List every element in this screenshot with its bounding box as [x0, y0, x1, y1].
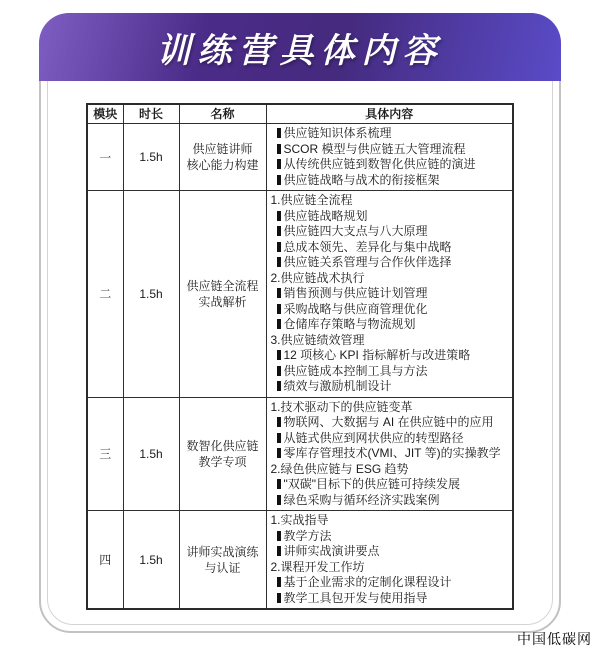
column-header: 具体内容 — [266, 104, 513, 124]
bullet-icon — [277, 546, 281, 556]
content-card — [39, 13, 561, 633]
table-body — [87, 124, 513, 610]
bullet-icon — [277, 381, 281, 391]
course-name-cell — [179, 124, 266, 191]
content-numbered-line: 1.供应链全流程 — [270, 193, 353, 207]
table-row — [87, 191, 513, 398]
bullet-icon — [277, 211, 281, 221]
table-header-row — [87, 104, 513, 124]
module-cell: 二 — [87, 191, 123, 398]
duration-cell: 1.5h — [123, 124, 179, 191]
table-row — [87, 397, 513, 511]
content-bullet-line: 从链式供应到网状供应的转型路径 — [270, 431, 510, 447]
duration-cell: 1.5h — [123, 191, 179, 398]
bullet-icon — [277, 448, 281, 458]
bullet-icon — [277, 226, 281, 236]
content-bullet-line: 绿色采购与循环经济实践案例 — [270, 493, 510, 509]
page-title: 训练营具体内容 — [156, 31, 444, 70]
content-cell — [266, 397, 513, 511]
content-bullet-line: 供应链四大支点与八大原理 — [270, 224, 510, 240]
bullet-icon — [277, 242, 281, 252]
bullet-icon — [277, 577, 281, 587]
duration-cell: 1.5h — [123, 511, 179, 610]
content-cell — [266, 511, 513, 610]
module-cell: 一 — [87, 124, 123, 191]
content-bullet-line: 零库存管理技术(VMI、JIT 等)的实操教学 — [270, 446, 510, 462]
content-bullet-line: SCOR 模型与供应链五大管理流程 — [270, 142, 510, 158]
column-header: 名称 — [179, 104, 266, 124]
content-bullet-line: 销售预测与供应链计划管理 — [270, 286, 510, 302]
column-header: 模块 — [87, 104, 123, 124]
content-cell — [266, 191, 513, 398]
content-bullet-line: 供应链战略规划 — [270, 209, 510, 225]
module-cell: 四 — [87, 511, 123, 610]
watermark: 中国低碳网 — [517, 631, 592, 647]
module-cell: 三 — [87, 397, 123, 511]
content-bullet-line: 供应链知识体系梳理 — [270, 126, 510, 142]
duration-cell: 1.5h — [123, 397, 179, 511]
content-bullet-line: 供应链关系管理与合作伙伴选择 — [270, 255, 510, 271]
course-name-line: 供应链讲师 — [192, 142, 253, 156]
bullet-icon — [277, 593, 281, 603]
content-numbered-line: 2.绿色供应链与 ESG 趋势 — [270, 461, 409, 476]
bullet-icon — [277, 319, 281, 329]
course-name-cell — [179, 191, 266, 398]
bullet-icon — [277, 479, 281, 489]
content-numbered-line: 2.供应链战术执行 — [270, 270, 365, 285]
content-numbered-line: 1.实战指导 — [270, 513, 329, 527]
bullet-icon — [277, 128, 281, 138]
content-bullet-line: 总成本领先、差异化与集中战略 — [270, 240, 510, 256]
schedule-table — [86, 103, 514, 610]
bullet-icon — [277, 366, 281, 376]
course-name-line: 与认证 — [204, 560, 241, 575]
content-bullet-line: 采购战略与供应商管理优化 — [270, 302, 510, 318]
bullet-icon — [277, 159, 281, 169]
content-bullet-line: 教学工具包开发与使用指导 — [270, 591, 510, 607]
course-name-line: 讲师实战演练 — [186, 544, 259, 559]
course-name-line: 供应链全流程 — [186, 278, 259, 293]
bullet-icon — [277, 257, 281, 267]
content-bullet-line: "双碳"目标下的供应链可持续发展 — [270, 477, 510, 493]
bullet-icon — [277, 304, 281, 314]
table-row — [87, 124, 513, 191]
course-name-line: 实战解析 — [198, 294, 247, 309]
content-numbered-line: 3.供应链绩效管理 — [270, 332, 365, 347]
schedule-table-wrapper — [41, 103, 559, 610]
course-name-line: 核心能力构建 — [186, 158, 259, 172]
content-bullet-line: 绩效与激励机制设计 — [270, 379, 510, 395]
course-name-cell — [179, 397, 266, 511]
title-banner — [39, 13, 561, 81]
bullet-icon — [277, 433, 281, 443]
column-header: 时长 — [123, 104, 179, 124]
bullet-icon — [277, 531, 281, 541]
content-bullet-line: 教学方法 — [270, 529, 510, 545]
bullet-icon — [277, 144, 281, 154]
bullet-icon — [277, 417, 281, 427]
table-row — [87, 511, 513, 610]
content-numbered-line: 1.技术驱动下的供应链变革 — [270, 399, 413, 414]
content-numbered-line: 2.课程开发工作坊 — [270, 559, 365, 574]
bullet-icon — [277, 350, 281, 360]
bullet-icon — [277, 495, 281, 505]
content-bullet-line: 供应链成本控制工具与方法 — [270, 364, 510, 380]
bullet-icon — [277, 175, 281, 185]
bullet-icon — [277, 288, 281, 298]
content-bullet-line: 12 项核心 KPI 指标解析与改进策略 — [270, 348, 510, 364]
content-bullet-line: 讲师实战演讲要点 — [270, 544, 510, 560]
content-bullet-line: 供应链战略与战术的衔接框架 — [270, 173, 510, 189]
content-cell — [266, 124, 513, 191]
content-bullet-line: 仓储库存策略与物流规划 — [270, 317, 510, 333]
content-bullet-line: 基于企业需求的定制化课程设计 — [270, 575, 510, 591]
course-name-line: 数智化供应链 — [186, 438, 259, 453]
content-bullet-line: 从传统供应链到数智化供应链的演进 — [270, 157, 510, 173]
course-name-line: 教学专项 — [198, 454, 247, 469]
course-name-cell — [179, 511, 266, 610]
content-bullet-line: 物联网、大数据与 AI 在供应链中的应用 — [270, 415, 510, 431]
